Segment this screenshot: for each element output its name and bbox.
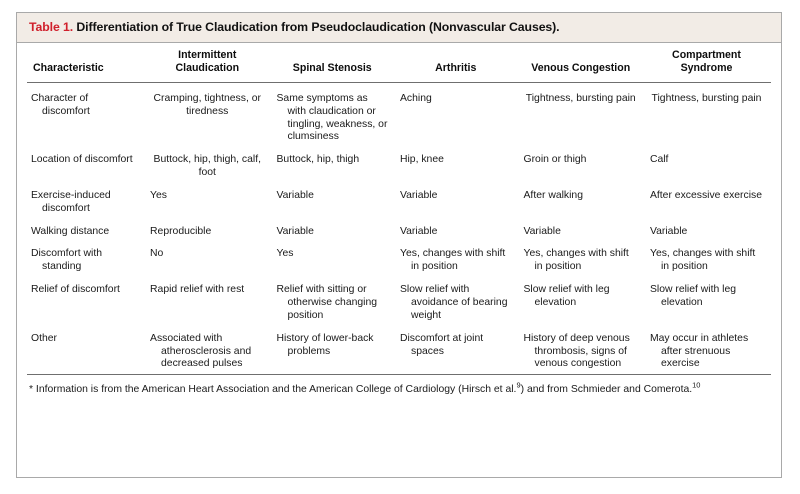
table-title-text: Differentiation of True Claudication from Pseudoclaudication (Nonvascular Causes). — [76, 20, 560, 34]
cell-arthritis: Discomfort at joint spaces — [400, 332, 484, 357]
cell-intermittent-claudication: Yes — [150, 189, 167, 201]
cell-spinal-stenosis: Buttock, hip, thigh — [276, 154, 360, 166]
cell-characteristic: Location of discomfort — [31, 154, 133, 166]
header-label-line2: Claudication — [175, 61, 240, 74]
cell-intermittent-claudication: Cramping, tightness, or tiredness — [153, 92, 261, 117]
column-header-characteristic — [27, 43, 146, 82]
cell-venous-congestion: After walking — [523, 189, 583, 201]
cell-arthritis: Hip, knee — [400, 154, 444, 166]
cell-spinal-stenosis: History of lower-back problems — [276, 332, 374, 357]
cell-characteristic: Character of discomfort — [31, 92, 90, 117]
cell-compartment-syndrome: Calf — [649, 154, 669, 166]
cell-arthritis: Slow relief with avoidance of bearing weight — [400, 284, 508, 321]
table-title — [17, 13, 781, 43]
cell-venous-congestion: History of deep venous thrombosis, signs of venous congestion — [523, 332, 630, 370]
cell-arthritis: Variable — [400, 189, 438, 201]
table-footnote — [27, 374, 771, 397]
header-label: Characteristic — [33, 61, 104, 74]
cell-spinal-stenosis: Relief with sitting or otherwise changing position — [276, 284, 378, 321]
cell-venous-congestion: Groin or thigh — [523, 154, 587, 166]
cell-compartment-syndrome: Variable — [649, 225, 688, 237]
cell-characteristic: Walking distance — [31, 225, 110, 237]
cell-characteristic: Discomfort with standing — [31, 248, 103, 273]
cell-characteristic: Other — [31, 332, 57, 344]
cell-venous-congestion: Yes, changes with shift in position — [523, 248, 629, 273]
footnote-reference-10: 10 — [692, 380, 701, 390]
table-header-row — [27, 43, 771, 82]
header-label: Venous Congestion — [531, 61, 631, 74]
cell-characteristic: Exercise-induced discomfort — [31, 189, 111, 214]
table-body — [27, 82, 771, 374]
cell-spinal-stenosis: Variable — [276, 225, 314, 237]
table-row — [27, 82, 771, 147]
footnote-part1: Information is from the American Heart Association and the American College of Cardiology (Hirsch et al. — [33, 384, 517, 396]
table-number-label: Table 1. — [29, 20, 74, 34]
header-label: Arthritis — [435, 61, 477, 74]
column-header-intermittent-claudication — [146, 43, 272, 82]
cell-characteristic: Relief of discomfort — [31, 284, 120, 296]
cell-intermittent-claudication: Reproducible — [150, 225, 212, 237]
footnote-text — [29, 380, 769, 397]
table-row — [27, 219, 771, 242]
cell-intermittent-claudication: Rapid relief with rest — [150, 284, 245, 296]
cell-compartment-syndrome: Yes, changes with shift in position — [649, 248, 756, 273]
cell-compartment-syndrome: May occur in athletes after strenuous exercise — [649, 332, 749, 370]
cell-intermittent-claudication: Buttock, hip, thigh, calf, foot — [153, 154, 261, 179]
cell-compartment-syndrome: After excessive exercise — [649, 189, 762, 201]
cell-compartment-syndrome: Tightness, bursting pain — [651, 92, 762, 104]
column-header-compartment-syndrome — [646, 43, 771, 82]
header-label-line2: Syndrome — [680, 61, 733, 74]
table-container — [16, 12, 782, 478]
header-label-line1: Compartment — [672, 49, 741, 61]
cell-arthritis: Yes, changes with shift in position — [400, 248, 506, 273]
table-row — [27, 277, 771, 326]
header-label-line1: Intermittent — [178, 49, 237, 61]
column-header-spinal-stenosis — [273, 43, 397, 82]
column-header-venous-congestion — [520, 43, 646, 82]
cell-compartment-syndrome: Slow relief with leg elevation — [649, 284, 737, 308]
cell-arthritis: Variable — [400, 225, 438, 237]
cell-arthritis: Aching — [400, 92, 432, 104]
table-header-row-group — [27, 43, 771, 82]
cell-venous-congestion: Variable — [523, 225, 561, 237]
cell-intermittent-claudication: No — [150, 248, 164, 260]
footnote-marker: * — [29, 384, 34, 396]
table-body-wrapper — [17, 43, 781, 374]
table-row — [27, 147, 771, 183]
header-label: Spinal Stenosis — [292, 61, 372, 74]
cell-spinal-stenosis: Same symptoms as with claudication or tingling, weakness, or clumsiness — [276, 92, 388, 143]
claudication-comparison-table — [27, 43, 771, 374]
cell-venous-congestion: Slow relief with leg elevation — [523, 284, 610, 308]
cell-venous-congestion: Tightness, bursting pain — [525, 92, 636, 104]
cell-spinal-stenosis: Variable — [276, 189, 314, 201]
table-row — [27, 326, 771, 375]
table-row — [27, 241, 771, 277]
column-header-arthritis — [396, 43, 520, 82]
cell-intermittent-claudication: Associated with atherosclerosis and decreased pulses — [150, 332, 252, 370]
cell-spinal-stenosis: Yes — [276, 248, 294, 260]
table-row — [27, 183, 771, 219]
footnote-part2: ) and from Schmieder and Comerota. — [520, 384, 693, 396]
footnote-reference-9: 9 — [516, 380, 521, 390]
